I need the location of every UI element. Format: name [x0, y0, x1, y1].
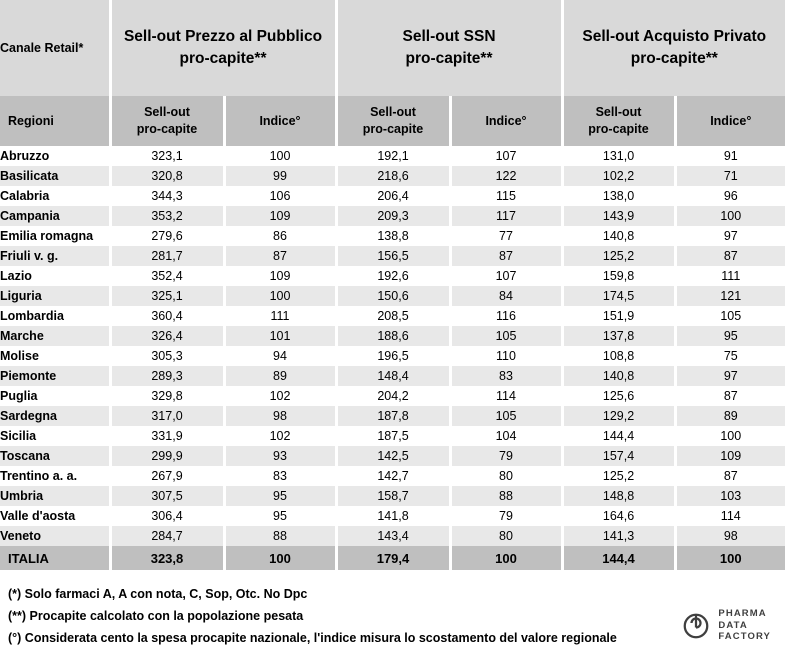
cell-value: 331,9	[110, 426, 224, 446]
cell-value: 204,2	[336, 386, 450, 406]
cell-value: 102	[224, 426, 336, 446]
cell-value: 289,3	[110, 366, 224, 386]
table-row	[0, 266, 785, 286]
footnote-3: (°) Considerata cento la spesa procapite nazionale, l'indice misura lo scostamento del valore regionale	[8, 630, 617, 645]
cell-value: 107	[450, 266, 562, 286]
cell-region: Liguria	[0, 286, 110, 306]
cell-value: 326,4	[110, 326, 224, 346]
cell-region: Friuli v. g.	[0, 246, 110, 266]
table-row	[0, 246, 785, 266]
cell-value: 95	[675, 326, 785, 346]
cell-value: 150,6	[336, 286, 450, 306]
cell-value: 138,8	[336, 226, 450, 246]
cell-value: 140,8	[562, 226, 675, 246]
cell-value: 75	[675, 346, 785, 366]
col-header-sellout-ssn	[336, 96, 450, 146]
table-row	[0, 226, 785, 246]
cell-region: Lazio	[0, 266, 110, 286]
cell-value: 137,8	[562, 326, 675, 346]
cell-value: 329,8	[110, 386, 224, 406]
cell-region: Emilia romagna	[0, 226, 110, 246]
table-row	[0, 366, 785, 386]
group-header-ssn	[336, 0, 562, 96]
cell-value: 71	[675, 166, 785, 186]
group-title-line2: pro-capite**	[179, 50, 267, 67]
cell-value: 122	[450, 166, 562, 186]
cell-value: 115	[450, 186, 562, 206]
cell-value: 144,4	[562, 426, 675, 446]
cell-value: 98	[224, 406, 336, 426]
footnote-2: (**) Procapite calcolato con la popolazione pesata	[8, 608, 304, 623]
table-row	[0, 386, 785, 406]
cell-value: 106	[224, 186, 336, 206]
cell-region: Trentino a. a.	[0, 466, 110, 486]
cell-value: 109	[224, 266, 336, 286]
group-title-line2: pro-capite**	[405, 50, 493, 67]
cell-value: 143,9	[562, 206, 675, 226]
group-title-line1: Sell-out Prezzo al Pubblico	[123, 27, 323, 45]
cell-value: 98	[675, 526, 785, 546]
cell-value: 192,1	[336, 146, 450, 166]
table-row	[0, 206, 785, 226]
cell-value: 208,5	[336, 306, 450, 326]
cell-value: 305,3	[110, 346, 224, 366]
cell-value: 99	[224, 166, 336, 186]
cell-value: 299,9	[110, 446, 224, 466]
cell-region: Sicilia	[0, 426, 110, 446]
pharma-data-factory-logo	[681, 608, 771, 643]
cell-value: 148,8	[562, 486, 675, 506]
group-title-line2: pro-capite**	[630, 50, 718, 67]
cell-value: 105	[450, 406, 562, 426]
cell-region: Toscana	[0, 446, 110, 466]
footnotes	[0, 584, 785, 650]
cell-value-total: 144,4	[562, 546, 675, 570]
cell-value: 91	[675, 146, 785, 166]
cell-region-total: ITALIA	[0, 546, 110, 570]
cell-value: 100	[224, 286, 336, 306]
cell-region: Marche	[0, 326, 110, 346]
cell-value: 353,2	[110, 206, 224, 226]
cell-value: 142,5	[336, 446, 450, 466]
cell-value: 117	[450, 206, 562, 226]
logo-line-1: PHARMA	[718, 608, 767, 620]
cell-region: Umbria	[0, 486, 110, 506]
cell-value: 121	[675, 286, 785, 306]
cell-value: 344,3	[110, 186, 224, 206]
cell-value: 114	[450, 386, 562, 406]
cell-value: 279,6	[110, 226, 224, 246]
table-row	[0, 346, 785, 366]
table-total-row	[0, 546, 785, 570]
cell-region: Lombardia	[0, 306, 110, 326]
table-row	[0, 466, 785, 486]
cell-value: 104	[450, 426, 562, 446]
table-row	[0, 406, 785, 426]
cell-value: 105	[675, 306, 785, 326]
cell-value: 187,8	[336, 406, 450, 426]
cell-value: 88	[224, 526, 336, 546]
cell-value: 109	[675, 446, 785, 466]
cell-value: 109	[224, 206, 336, 226]
cell-value: 111	[224, 306, 336, 326]
cell-value: 125,6	[562, 386, 675, 406]
cell-value: 188,6	[336, 326, 450, 346]
cell-value: 164,6	[562, 506, 675, 526]
table-row	[0, 486, 785, 506]
cell-value: 80	[450, 526, 562, 546]
logo-line-3: FACTORY	[718, 631, 771, 643]
cell-value: 83	[450, 366, 562, 386]
cell-value-total: 100	[224, 546, 336, 570]
corner-label: Canale Retail*	[0, 0, 110, 96]
group-title-line1: Sell-out SSN	[402, 27, 496, 45]
col-header-indice-privato: Indice°	[675, 96, 785, 146]
cell-region: Valle d'aosta	[0, 506, 110, 526]
cell-value: 83	[224, 466, 336, 486]
cell-value: 89	[224, 366, 336, 386]
cell-value: 281,7	[110, 246, 224, 266]
cell-value: 174,5	[562, 286, 675, 306]
cell-value: 107	[450, 146, 562, 166]
logo-text	[718, 608, 771, 643]
col-header-line2: pro-capite	[136, 122, 198, 136]
cell-value: 93	[224, 446, 336, 466]
cell-value: 102	[224, 386, 336, 406]
cell-value: 87	[675, 386, 785, 406]
cell-value: 108,8	[562, 346, 675, 366]
cell-region: Molise	[0, 346, 110, 366]
cell-region: Sardegna	[0, 406, 110, 426]
cell-value: 94	[224, 346, 336, 366]
cell-value: 141,3	[562, 526, 675, 546]
cell-value: 141,8	[336, 506, 450, 526]
column-header-row	[0, 96, 785, 146]
col-header-line2: pro-capite	[362, 122, 424, 136]
table-row	[0, 526, 785, 546]
group-title-line1: Sell-out Acquisto Privato	[582, 27, 767, 45]
cell-value: 102,2	[562, 166, 675, 186]
cell-value: 192,6	[336, 266, 450, 286]
col-header-indice-prezzo: Indice°	[224, 96, 336, 146]
cell-value: 100	[224, 146, 336, 166]
table-header	[0, 0, 785, 146]
col-header-line2: pro-capite	[588, 122, 649, 136]
cell-value: 140,8	[562, 366, 675, 386]
logo-mark-icon	[681, 611, 711, 641]
footnote-1: (*) Solo farmaci A, A con nota, C, Sop, Otc. No Dpc	[8, 587, 308, 601]
cell-value: 306,4	[110, 506, 224, 526]
cell-value: 114	[675, 506, 785, 526]
cell-value: 158,7	[336, 486, 450, 506]
cell-value: 151,9	[562, 306, 675, 326]
cell-value: 111	[675, 266, 785, 286]
cell-region: Abruzzo	[0, 146, 110, 166]
col-header-line1: Sell-out	[370, 105, 416, 120]
cell-value-total: 100	[675, 546, 785, 570]
cell-value: 307,5	[110, 486, 224, 506]
table-row	[0, 326, 785, 346]
cell-value: 95	[224, 486, 336, 506]
cell-value-total: 179,4	[336, 546, 450, 570]
cell-value: 196,5	[336, 346, 450, 366]
cell-region: Calabria	[0, 186, 110, 206]
cell-value: 86	[224, 226, 336, 246]
cell-value: 125,2	[562, 466, 675, 486]
col-header-line1: Sell-out	[144, 105, 190, 120]
cell-value: 101	[224, 326, 336, 346]
col-header-sellout-privato	[562, 96, 675, 146]
cell-region: Veneto	[0, 526, 110, 546]
cell-value: 97	[675, 366, 785, 386]
group-header-acquisto-privato	[562, 0, 785, 96]
cell-value: 323,1	[110, 146, 224, 166]
cell-value: 284,7	[110, 526, 224, 546]
table-row	[0, 506, 785, 526]
cell-value: 142,7	[336, 466, 450, 486]
logo-line-2: DATA	[718, 619, 748, 631]
cell-value: 89	[675, 406, 785, 426]
cell-value: 79	[450, 446, 562, 466]
cell-value: 129,2	[562, 406, 675, 426]
cell-value: 148,4	[336, 366, 450, 386]
cell-value: 110	[450, 346, 562, 366]
cell-value: 87	[224, 246, 336, 266]
cell-value: 157,4	[562, 446, 675, 466]
cell-value: 125,2	[562, 246, 675, 266]
cell-region: Campania	[0, 206, 110, 226]
cell-value: 105	[450, 326, 562, 346]
cell-value: 267,9	[110, 466, 224, 486]
table-row	[0, 186, 785, 206]
cell-value: 156,5	[336, 246, 450, 266]
cell-value: 138,0	[562, 186, 675, 206]
cell-value: 77	[450, 226, 562, 246]
table-row	[0, 306, 785, 326]
table-row	[0, 166, 785, 186]
cell-region: Piemonte	[0, 366, 110, 386]
cell-value: 187,5	[336, 426, 450, 446]
cell-value: 360,4	[110, 306, 224, 326]
cell-value: 80	[450, 466, 562, 486]
cell-value: 116	[450, 306, 562, 326]
group-header-prezzo-pubblico	[110, 0, 336, 96]
cell-value: 352,4	[110, 266, 224, 286]
cell-value: 143,4	[336, 526, 450, 546]
cell-value: 100	[675, 426, 785, 446]
cell-value: 206,4	[336, 186, 450, 206]
table-row	[0, 446, 785, 466]
cell-value: 209,3	[336, 206, 450, 226]
group-header-row	[0, 0, 785, 96]
cell-region: Basilicata	[0, 166, 110, 186]
cell-value-total: 100	[450, 546, 562, 570]
cell-value: 103	[675, 486, 785, 506]
col-header-regioni: Regioni	[0, 96, 110, 146]
cell-value: 218,6	[336, 166, 450, 186]
cell-value: 159,8	[562, 266, 675, 286]
cell-value: 131,0	[562, 146, 675, 166]
col-header-line1: Sell-out	[595, 105, 642, 120]
cell-value: 84	[450, 286, 562, 306]
cell-value: 87	[675, 466, 785, 486]
cell-region: Puglia	[0, 386, 110, 406]
cell-value: 88	[450, 486, 562, 506]
cell-value: 87	[450, 246, 562, 266]
cell-value: 100	[675, 206, 785, 226]
cell-value: 95	[224, 506, 336, 526]
cell-value: 320,8	[110, 166, 224, 186]
table-row	[0, 286, 785, 306]
cell-value: 96	[675, 186, 785, 206]
col-header-indice-ssn: Indice°	[450, 96, 562, 146]
cell-value: 97	[675, 226, 785, 246]
cell-value-total: 323,8	[110, 546, 224, 570]
cell-value: 317,0	[110, 406, 224, 426]
table-row	[0, 426, 785, 446]
col-header-sellout-prezzo	[110, 96, 224, 146]
table-body	[0, 146, 785, 570]
cell-value: 79	[450, 506, 562, 526]
cell-value: 87	[675, 246, 785, 266]
table-row	[0, 146, 785, 166]
cell-value: 325,1	[110, 286, 224, 306]
